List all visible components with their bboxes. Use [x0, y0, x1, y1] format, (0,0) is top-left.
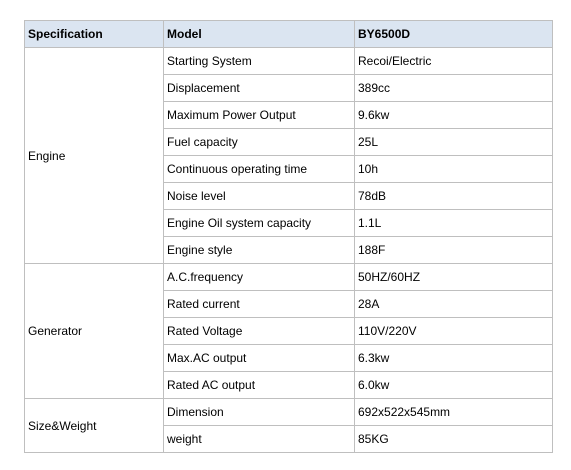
spec-name: Continuous operating time	[164, 156, 355, 183]
spec-name: Rated AC output	[164, 372, 355, 399]
spec-value: 6.0kw	[355, 372, 553, 399]
spec-value: 78dB	[355, 183, 553, 210]
spec-value: 9.6kw	[355, 102, 553, 129]
spec-name: Fuel capacity	[164, 129, 355, 156]
header-row	[25, 21, 553, 48]
spec-name: Maximum Power Output	[164, 102, 355, 129]
spec-name: Noise level	[164, 183, 355, 210]
spec-name: Displacement	[164, 75, 355, 102]
spec-name: Max.AC output	[164, 345, 355, 372]
spec-name: Rated Voltage	[164, 318, 355, 345]
spec-value: 28A	[355, 291, 553, 318]
spec-value: 389cc	[355, 75, 553, 102]
spec-name: Rated current	[164, 291, 355, 318]
spec-value: Recoi/Electric	[355, 48, 553, 75]
spec-value: 85KG	[355, 426, 553, 453]
spec-name: Dimension	[164, 399, 355, 426]
specification-table	[24, 20, 553, 453]
spec-name: A.C.frequency	[164, 264, 355, 291]
spec-name: Engine style	[164, 237, 355, 264]
group-label-size-weight: Size&Weight	[25, 399, 164, 453]
spec-name: weight	[164, 426, 355, 453]
header-model: Model	[164, 21, 355, 48]
spec-value: 10h	[355, 156, 553, 183]
spec-value: 25L	[355, 129, 553, 156]
spec-name: Engine Oil system capacity	[164, 210, 355, 237]
group-label-engine: Engine	[25, 48, 164, 264]
group-label-generator: Generator	[25, 264, 164, 399]
header-model-value: BY6500D	[355, 21, 553, 48]
spec-value: 1.1L	[355, 210, 553, 237]
spec-value: 6.3kw	[355, 345, 553, 372]
spec-value: 110V/220V	[355, 318, 553, 345]
spec-value: 692x522x545mm	[355, 399, 553, 426]
table-row	[25, 48, 553, 75]
table-row	[25, 399, 553, 426]
table-row	[25, 264, 553, 291]
spec-value: 50HZ/60HZ	[355, 264, 553, 291]
spec-name: Starting System	[164, 48, 355, 75]
header-specification: Specification	[25, 21, 164, 48]
spec-value: 188F	[355, 237, 553, 264]
